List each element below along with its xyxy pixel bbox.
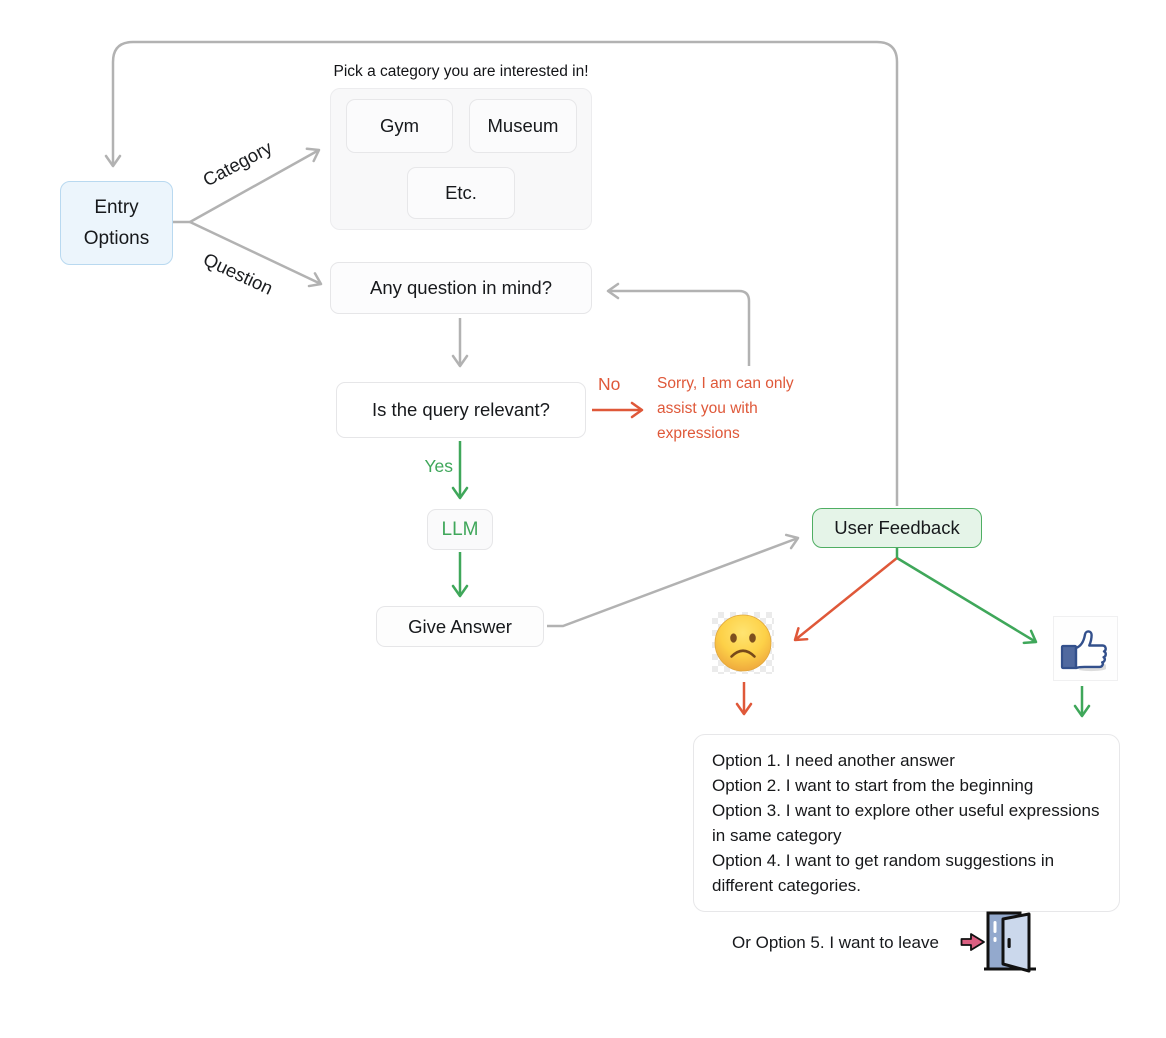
entry-options-line2: Options bbox=[83, 228, 150, 249]
give-answer-node: Give Answer bbox=[376, 606, 544, 647]
thumbs-up-graphic bbox=[1059, 624, 1113, 674]
user-feedback-node: User Feedback bbox=[812, 508, 982, 548]
category-panel-title: Pick a category you are interested in! bbox=[333, 63, 589, 80]
option-item-3: Option 3. I want to explore other useful expressions in same category bbox=[712, 801, 1100, 845]
no-label: No bbox=[598, 374, 621, 394]
option-item-4: Option 4. I want to get random suggestions in different categories. bbox=[712, 851, 1055, 895]
relevance-node: Is the query relevant? bbox=[336, 382, 586, 438]
sad-face-icon bbox=[712, 612, 774, 674]
llm-label: LLM bbox=[441, 518, 479, 540]
category-button-museum bbox=[469, 99, 577, 153]
category-button-etc-label: Etc. bbox=[445, 182, 477, 203]
category-branch-label: Category bbox=[199, 136, 276, 191]
option-item-2: Option 2. I want to start from the beginning bbox=[712, 776, 1034, 795]
feedback-options-panel bbox=[693, 734, 1120, 912]
category-button-gym-label: Gym bbox=[379, 115, 420, 136]
category-button-museum-label: Museum bbox=[487, 115, 559, 136]
category-button-gym bbox=[346, 99, 453, 153]
feedback-to-sad-arrow bbox=[795, 558, 897, 640]
sorry-to-question-connector bbox=[608, 291, 749, 366]
question-branch-label: Question bbox=[200, 248, 277, 299]
thumbs-up-icon bbox=[1053, 616, 1118, 681]
sorry-line1: Sorry, I am can only bbox=[657, 375, 794, 392]
yes-label: Yes bbox=[424, 456, 453, 476]
door-icon bbox=[983, 911, 1037, 973]
sorry-message bbox=[657, 371, 794, 446]
question-node: Any question in mind? bbox=[330, 262, 592, 314]
feedback-to-thumbs-arrow bbox=[897, 558, 1036, 642]
sad-face-emoji-graphic bbox=[712, 612, 774, 674]
sorry-line2: assist you with bbox=[657, 400, 758, 417]
category-button-etc bbox=[407, 167, 515, 219]
option-item-1: Option 1. I need another answer bbox=[712, 751, 955, 770]
entry-options-line1: Entry bbox=[94, 197, 139, 218]
entry-options-node bbox=[60, 181, 173, 265]
llm-node bbox=[427, 509, 493, 550]
sorry-line3: expressions bbox=[657, 425, 740, 442]
option5-label: Or Option 5. I want to leave bbox=[732, 933, 939, 952]
open-door-graphic bbox=[983, 911, 1037, 973]
category-panel bbox=[330, 88, 592, 230]
